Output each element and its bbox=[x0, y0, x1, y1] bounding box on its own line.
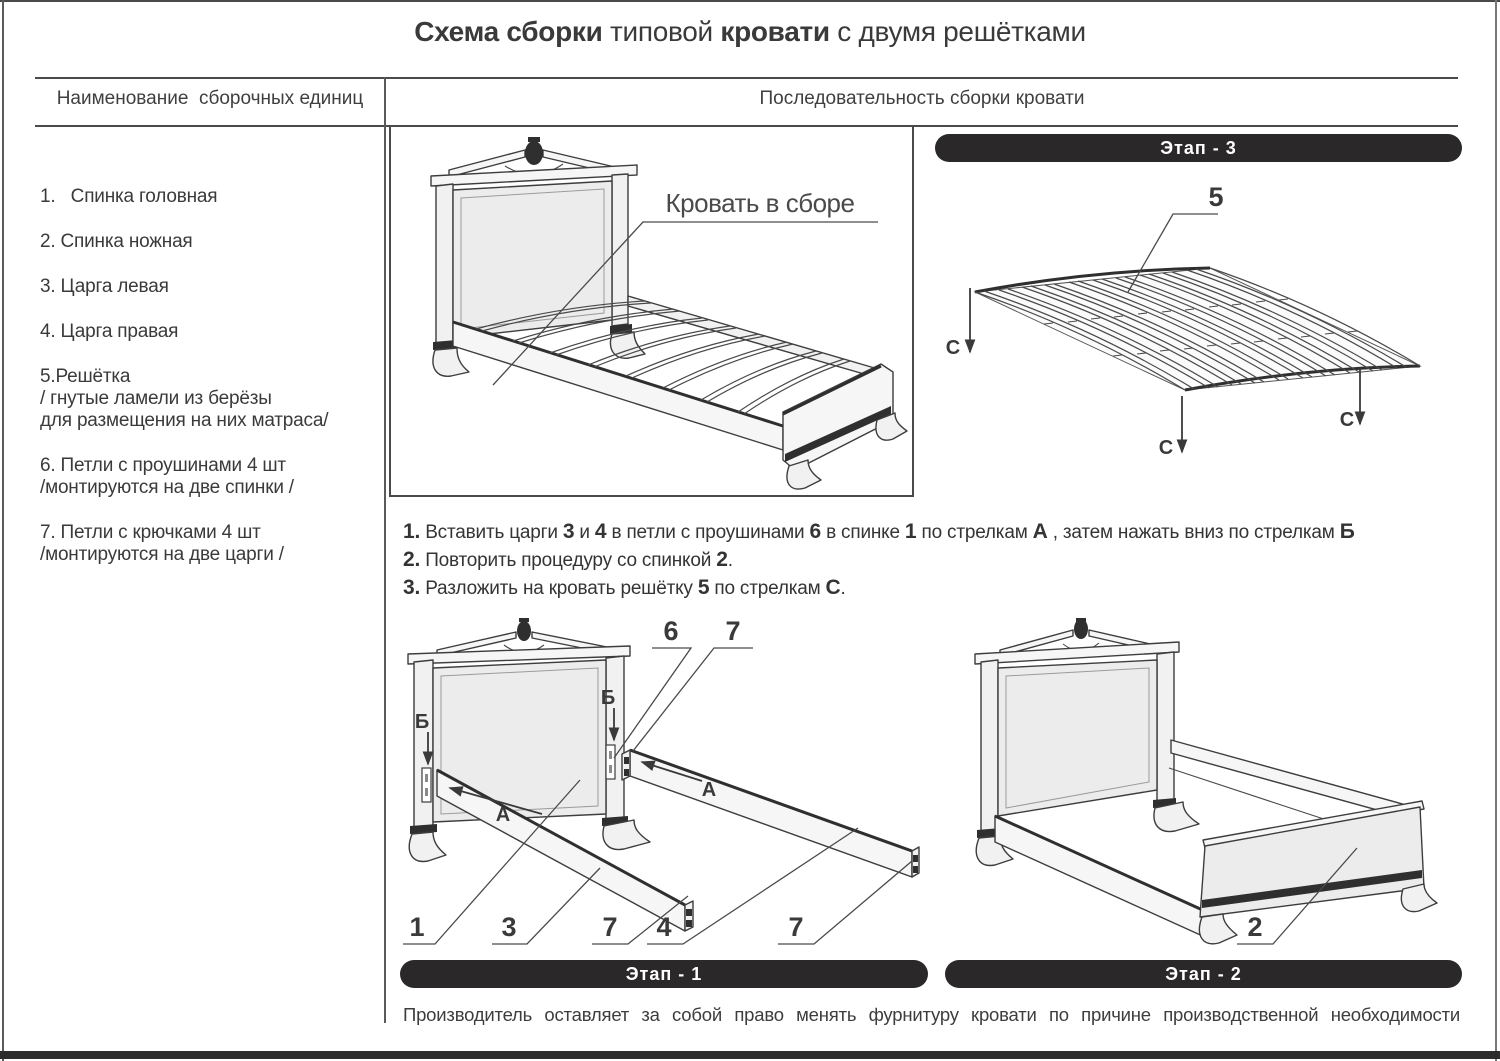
part-item-4: 4. Царга правая bbox=[40, 321, 179, 342]
title-text-1: типовой bbox=[602, 16, 721, 47]
assembled-bed-diagram bbox=[391, 126, 910, 495]
page-border-top bbox=[0, 0, 1500, 2]
stage2-badge: Этап - 2 bbox=[945, 960, 1462, 988]
assembly-instructions bbox=[403, 518, 1460, 602]
page-border-left bbox=[2, 0, 4, 1061]
stage1-callout-1: 1 bbox=[409, 912, 425, 942]
part-item-7: 7. Петли с крючками 4 шт /монтируются на две царги / bbox=[40, 522, 284, 565]
title-text-2: с двумя решётками bbox=[829, 16, 1086, 47]
arrow-c-right-label: С bbox=[1339, 409, 1355, 431]
title-bold-2: кровати bbox=[720, 16, 830, 47]
page-title bbox=[0, 16, 1500, 48]
stage1-callout-6: 6 bbox=[663, 616, 679, 646]
stage3-badge: Этап - 3 bbox=[935, 134, 1462, 162]
instruction-step-1: 1. Вставить царги 3 и 4 в петли с проушинами 6 в спинке 1 по стрелкам А , затем нажать вниз по стрелкам Б bbox=[403, 520, 1355, 543]
instruction-step-3: 3. Разложить на кровать решётку 5 по стрелкам С. bbox=[403, 576, 846, 599]
parts-list bbox=[40, 186, 390, 589]
left-column-header: Наименование сборочных единиц bbox=[56, 88, 364, 109]
part-item-2: 2. Спинка ножная bbox=[40, 231, 193, 252]
stage1-letter-b-left: Б bbox=[414, 711, 430, 733]
stage1-callout-7-right: 7 bbox=[788, 912, 804, 942]
stage2-diagram bbox=[945, 618, 1465, 955]
instruction-step-2: 2. Повторить процедуру со спинкой 2. bbox=[403, 548, 733, 571]
bed-caption: Кровать в сборе bbox=[665, 188, 855, 218]
page-border-bottom bbox=[0, 1051, 1500, 1059]
arrow-c-middle-label: С bbox=[1158, 437, 1174, 459]
stage1-callout-7-top: 7 bbox=[725, 616, 741, 646]
title-bold-1: Схема сборки bbox=[414, 16, 603, 47]
header-rule-top bbox=[35, 77, 1458, 79]
part-item-3: 3. Царга левая bbox=[40, 276, 169, 297]
stage3-diagram bbox=[935, 168, 1480, 508]
stage1-diagram bbox=[400, 618, 935, 955]
stage1-letter-b-right: Б bbox=[600, 687, 616, 709]
arrow-c-left-label: С bbox=[945, 337, 961, 359]
stage1-letter-a-left: А bbox=[495, 804, 511, 826]
stage1-callout-7-mid: 7 bbox=[602, 912, 618, 942]
part5-callout: 5 bbox=[1208, 182, 1224, 212]
stage1-badge: Этап - 1 bbox=[400, 960, 928, 988]
part-item-1: 1. Спинка головная bbox=[40, 186, 218, 207]
part-item-6: 6. Петли с проушинами 4 шт /монтируются на две спинки / bbox=[40, 455, 294, 498]
stage1-letter-a-right: А bbox=[701, 779, 717, 801]
page-border-right bbox=[1495, 0, 1497, 1061]
slat-base-drawing bbox=[975, 268, 1420, 390]
stage1-callout-3: 3 bbox=[501, 912, 517, 942]
part-item-5: 5.Решётка / гнутые ламели из берёзы для размещения на них матраса/ bbox=[40, 366, 329, 431]
stage2-callout-2: 2 bbox=[1247, 912, 1263, 942]
stage1-callout-4: 4 bbox=[656, 912, 672, 942]
footer-note: Производитель оставляет за собой право менять фурнитуру кровати по причине производственной необходимости bbox=[403, 1004, 1460, 1025]
right-column-header: Последовательность сборки кровати bbox=[759, 88, 1085, 109]
stage2-footboard bbox=[1199, 801, 1437, 944]
